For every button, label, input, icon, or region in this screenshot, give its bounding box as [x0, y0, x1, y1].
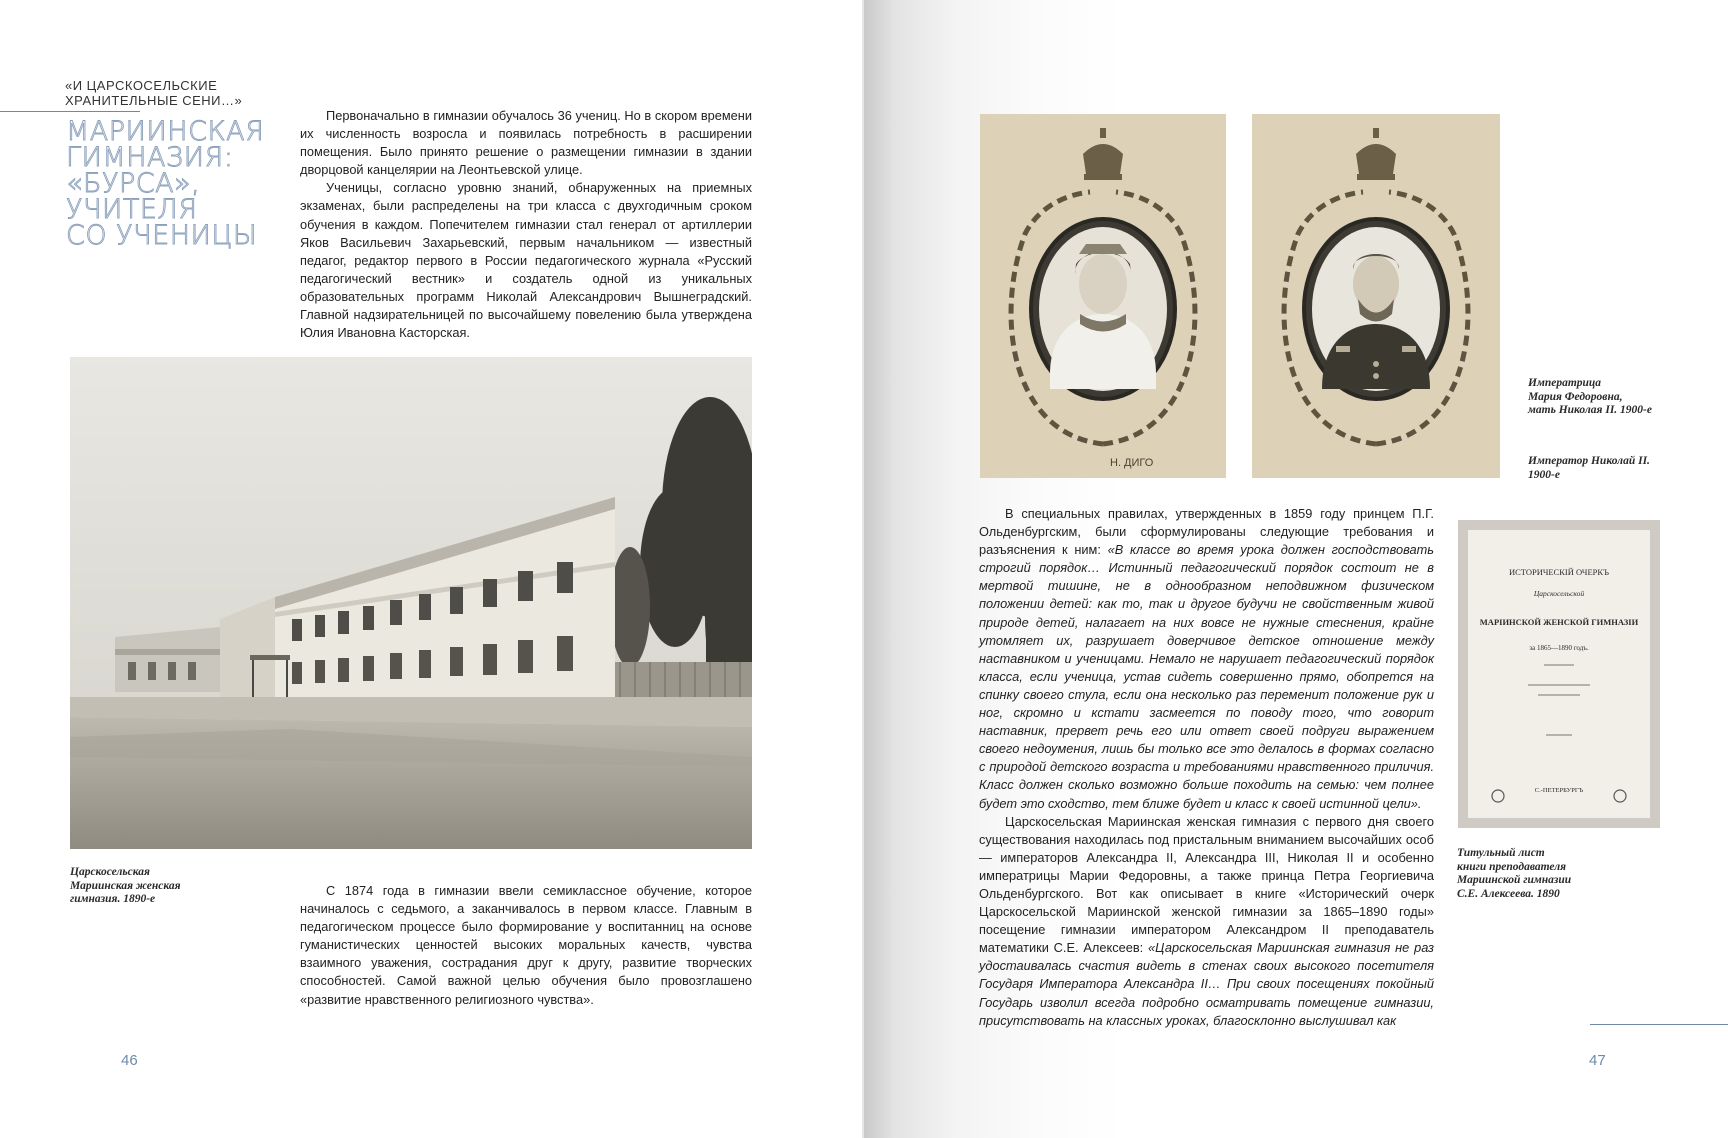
caption-line: Мария Федоровна,	[1528, 390, 1623, 403]
rules-paragraph	[979, 505, 1434, 813]
building-illustration	[70, 357, 752, 849]
book-title-line-3: МАРІИНСКОЙ ЖЕНСКОЙ ГИМНАЗІИ	[1479, 617, 1639, 627]
empress-portrait-illustration	[980, 114, 1226, 478]
book-title-line-5: С.-ПЕТЕРБУРГЪ	[1534, 787, 1584, 794]
rules-quote: «В классе во время урока должен господствовать строгий порядок… Истинный педагогический порядок состоит не в мертвой тишине, не в однообразном неподвижном физическом положении детей: как то, так и другое будучи не свойственным живой природе детей, налагает на них вовсе не нужные стеснения, крайне утомляет их, разрушает доверчивое детское отношение между наставником и ученицами. Немало не нарушает педагогический порядок класса, если ученица, устав сидеть совершенно прямо, обопрется на спинку своего стула, если она несколько раз переменит положение рук и ног, скромно и кстати засмеется по поводу того, что говорит наставник, прервет речь его или ответ своей подруги выражением своего недоумения, лишь бы только все это делалось в формах согласно с природой детского возраста и требованиями нравственного приличия. Класс должен сколько возможно больше походить на семью: чем полнее будет это сходство, тем ближе будет и класс к своей истинной цели».	[979, 542, 1434, 811]
right-page-text	[979, 505, 1434, 1030]
book-caption	[1457, 847, 1657, 901]
book-title-page-photo	[1458, 520, 1660, 828]
caption-line: Мариинской гимназии	[1457, 874, 1572, 886]
section-title-line-1: МАРИИНСКАЯ	[66, 116, 265, 147]
book-title-line-1: ИСТОРИЧЕСКІЙ ОЧЕРКЪ	[1508, 567, 1610, 577]
running-head-line-1: «И ЦАРСКОСЕЛЬСКИЕ	[65, 78, 218, 93]
visit-lead: Царскосельская Мариинская женская гимназия с первого дня своего существования находилась под пристальным вниманием высочайших особ — императоров Александра II, Александра III, Николая II и особенно императрицы Марии Федоровны, а также принца Петра Георгиевича Ольденбургского. Вот как описывает в книге «Исторический очерк Царскосельской Мариинской женской гимназии за 1865–1890 годы» посещение гимназии императором Александром II преподаватель математики С.Е. Алексеев:	[979, 813, 1434, 956]
caption-line: Император Николай II.	[1528, 455, 1650, 467]
section-title-line-4: СО УЧЕНИЦЫ	[66, 220, 258, 251]
page-number-left: 46	[121, 1052, 138, 1069]
caption-line: 1900-е	[1528, 468, 1560, 481]
left-bottom-text	[300, 882, 752, 1009]
empress-caption	[1528, 377, 1718, 418]
page-number-right: 47	[1589, 1052, 1606, 1069]
caption-line: Царскосельская	[70, 866, 150, 878]
visit-paragraph	[979, 813, 1434, 1030]
intro-text	[300, 107, 752, 342]
caption-line: мать Николая II. 1900-е	[1528, 404, 1652, 416]
caption-line: гимназия. 1890-е	[70, 893, 156, 905]
intro-paragraph-2: Ученицы, согласно уровню знаний, обнаруженных на приемных экзаменах, были распределены на три класса с двухгодичным сроком обучения в каждом. Попечителем гимназии стал генерал от артиллерии Яков Васильевич Захарьевский, первым начальником — известный педагог, редактор первого в России педагогического журнала «Русский педагогический вестник» и создатель одной из уникальных образовательных программ Николай Александрович Вышнеградский. Главной надзирательницей по высочайшему повелению была утверждена Юлия Ивановна Касторская.	[300, 180, 752, 341]
book-title-page-illustration	[1458, 520, 1660, 828]
book-title-line-2: Царскосельской	[1533, 589, 1585, 598]
section-title-line-3: «БУРСА», УЧИТЕЛЯ	[66, 168, 201, 225]
emperor-caption	[1528, 455, 1718, 482]
running-head	[65, 78, 242, 108]
caption-line: книги преподавателя	[1457, 860, 1567, 873]
footer-divider	[1590, 1024, 1728, 1025]
caption-line: Императрица	[1528, 377, 1602, 389]
emperor-portrait-illustration	[1252, 114, 1500, 478]
building-photo-caption	[70, 866, 230, 907]
section-title-line-2: ГИМНАЗИЯ:	[66, 142, 234, 173]
caption-line: Титульный лист	[1457, 847, 1545, 859]
gymnasium-building-photo	[70, 357, 752, 849]
empress-portrait-photo	[980, 114, 1226, 478]
intro-paragraph-1: Первоначально в гимназии обучалось 36 учениц. Но в скором времени их численность возросла и появилась потребность в расширении помещения. Было принято решение о размещении гимназии в здании дворцовой канцелярии на Леонтьевской улице.	[300, 108, 752, 178]
left-bottom-paragraph: С 1874 года в гимназии ввели семиклассное обучение, которое начиналось с седьмого, а заканчивалось в первом классе. Главным в педагогическом процессе было формирование у воспитанниц на основе гуманистических ценностей высоких моральных качеств, чувства взаимного уважения, сострадания друг к другу, развитие творческих способностей. Самой важной целью обучения было провозглашено «развитие нравственного религиозного чувства».	[300, 883, 752, 1007]
emperor-portrait-photo	[1252, 114, 1500, 478]
rules-lead: В специальных правилах, утвержденных в 1859 году принцем П.Г. Ольденбургским, были сформулированы следующие требования и разъяснения к ним:	[979, 506, 1434, 558]
book-title-line-4: за 1865—1890 годъ.	[1529, 644, 1589, 652]
caption-line: С.Е. Алексеева. 1890	[1457, 887, 1560, 900]
running-head-line-2: ХРАНИТЕЛЬНЫЕ СЕНИ…»	[65, 93, 243, 108]
visit-quote: «Царскосельская Мариинская гимназия не раз удостаивалась счастия видеть в стенах своих высокого посетителя Государя Императора Александра II… При своих посещениях покойный Государь изволил всегда подробно осматривать помещение гимназии, присутствовать на классных уроках, благосклонно выслушивал как	[979, 940, 1434, 1028]
photographer-signature: Н. ДИГО	[1110, 457, 1154, 469]
caption-line: Мариинская женская	[70, 879, 181, 892]
section-title	[66, 116, 266, 251]
header-divider	[0, 111, 140, 112]
